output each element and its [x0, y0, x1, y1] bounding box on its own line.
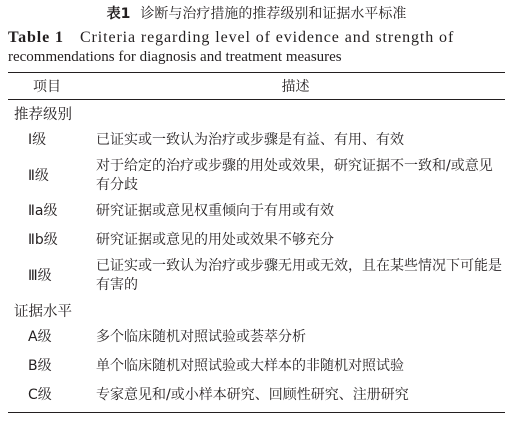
table-row	[8, 155, 505, 197]
table-number-english: Table 1	[8, 29, 64, 46]
table-caption-english-line2: recommendations for diagnosis and treatment measures	[8, 49, 342, 65]
bottom-rule	[8, 412, 505, 413]
level-label: B级	[28, 358, 52, 374]
level-label: Ⅱb级	[28, 232, 58, 248]
section-title-evidence: 证据水平	[14, 303, 72, 320]
table-row	[8, 197, 505, 226]
level-description: 单个临床随机对照试验或大样本的非随机对照试验	[96, 358, 404, 374]
table-caption-chinese	[8, 4, 505, 24]
level-description: 研究证据或意见的用处或效果不够充分	[96, 232, 334, 248]
level-label: Ⅱ级	[28, 167, 49, 184]
table-row	[8, 126, 505, 155]
level-label: Ⅲ级	[28, 267, 52, 284]
table-title-english-1: Criteria regarding level of evidence and strength of	[79, 29, 455, 46]
table-row	[8, 381, 505, 410]
level-description: 研究证据或意见权重倾向于有用或有效	[96, 203, 334, 219]
table-row	[8, 323, 505, 352]
section-title-recommendation: 推荐级别	[14, 106, 72, 123]
level-label: Ⅰ级	[28, 132, 47, 148]
level-description: 已证实或一致认为治疗或步骤无用或无效，且在某些情况下可能是有害的	[96, 258, 502, 293]
level-description: 多个临床随机对照试验或荟萃分析	[96, 329, 306, 345]
table-title-chinese: 诊断与治疗措施的推荐级别和证据水平标准	[140, 6, 407, 22]
table-header-row	[8, 73, 505, 99]
header-item: 项目	[33, 79, 61, 95]
level-description: 专家意见和/或小样本研究、回顾性研究、注册研究	[96, 387, 409, 403]
table-number-chinese: 表1	[106, 6, 131, 22]
table-container	[8, 4, 505, 413]
level-label: A级	[28, 329, 52, 345]
header-description: 描述	[281, 79, 310, 95]
level-description: 对于给定的治疗或步骤的用处或效果，研究证据不一致和/或意见有分歧	[96, 158, 493, 193]
table-caption-english-line1	[8, 28, 505, 48]
level-label: Ⅱa级	[28, 203, 58, 219]
table-row	[8, 226, 505, 255]
table-row	[8, 255, 505, 297]
table-row	[8, 352, 505, 381]
level-description: 已证实或一致认为治疗或步骤是有益、有用、有效	[96, 132, 404, 148]
level-label: C级	[28, 387, 52, 403]
